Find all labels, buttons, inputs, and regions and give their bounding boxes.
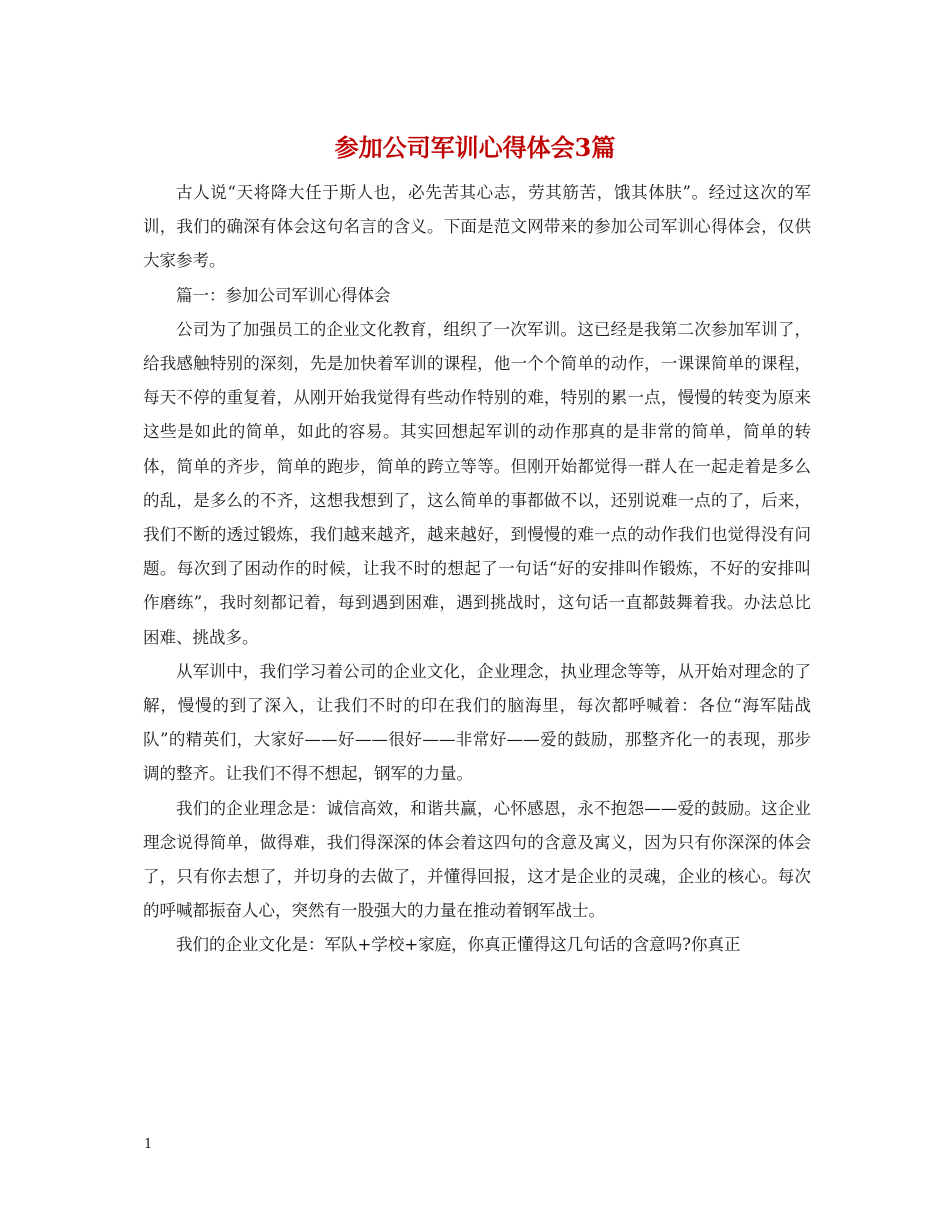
document-body xyxy=(143,176,811,963)
document-title: 参加公司军训心得体会3篇 xyxy=(334,133,616,162)
page-number: 1 xyxy=(144,1137,153,1152)
paragraph-intro: 古人说“天将降大任于斯人也，必先苦其心志，劳其筋苦，饿其体肤”。经过这次的军训，我们的确深有体会这句名言的含义。下面是范文网带来的参加公司军训心得体会，仅供大家参考。 xyxy=(143,183,811,271)
paragraph: 我们的企业文化是：军队+学校+家庭，你真正懂得这几句话的含意吗?你真正 xyxy=(176,935,741,955)
paragraph: 我们的企业理念是：诚信高效，和谐共赢，心怀感恩，永不抱怨——爱的鼓励。这企业理念说得简单，做得难，我们得深深的体会着这四句的含意及寓义，因为只有你深深的体会了，只有你去想了，并切身的去做了，并懂得回报，这才是企业的灵魂，企业的核心。每次的呼喊都振奋人心，突然有一股强大的力量在推动着钢军战士。 xyxy=(143,798,811,921)
paragraph: 从军训中，我们学习着公司的企业文化，企业理念，执业理念等等，从开始对理念的了解，慢慢的到了深入，让我们不时的印在我们的脑海里，每次都呼喊着：各位“海军陆战队”的精英们，大家好——好——很好——非常好——爱的鼓励，那整齐化一的表现，那步调的整齐。让我们不得不想起，钢军的力量。 xyxy=(143,661,811,784)
section-heading: 篇一：参加公司军训心得体会 xyxy=(176,285,391,305)
paragraph: 公司为了加强员工的企业文化教育，组织了一次军训。这已经是我第二次参加军训了，给我感触特别的深刻，先是加快着军训的课程，他一个个简单的动作，一课课简单的课程，每天不停的重复着，从刚开始我觉得有些动作特别的难，特别的累一点，慢慢的转变为原来这些是如此的简单，如此的容易。其实回想起军训的动作那真的是非常的简单，简单的转体，简单的齐步，简单的跑步，简单的跨立等等。但刚开始都觉得一群人在一起走着是多么的乱，是多么的不齐，这想我想到了，这么简单的事都做不以，还别说难一点的了，后来，我们不断的透过锻炼，我们越来越齐，越来越好，到慢慢的难一点的动作我们也觉得没有问题。每次到了困动作的时候，让我不时的想起了一句话“好的安排叫作锻炼，不好的安排叫作磨练”，我时刻都记着，每到遇到困难，遇到挑战时，这句话一直都鼓舞着我。办法总比困难、挑战多。 xyxy=(143,319,811,647)
